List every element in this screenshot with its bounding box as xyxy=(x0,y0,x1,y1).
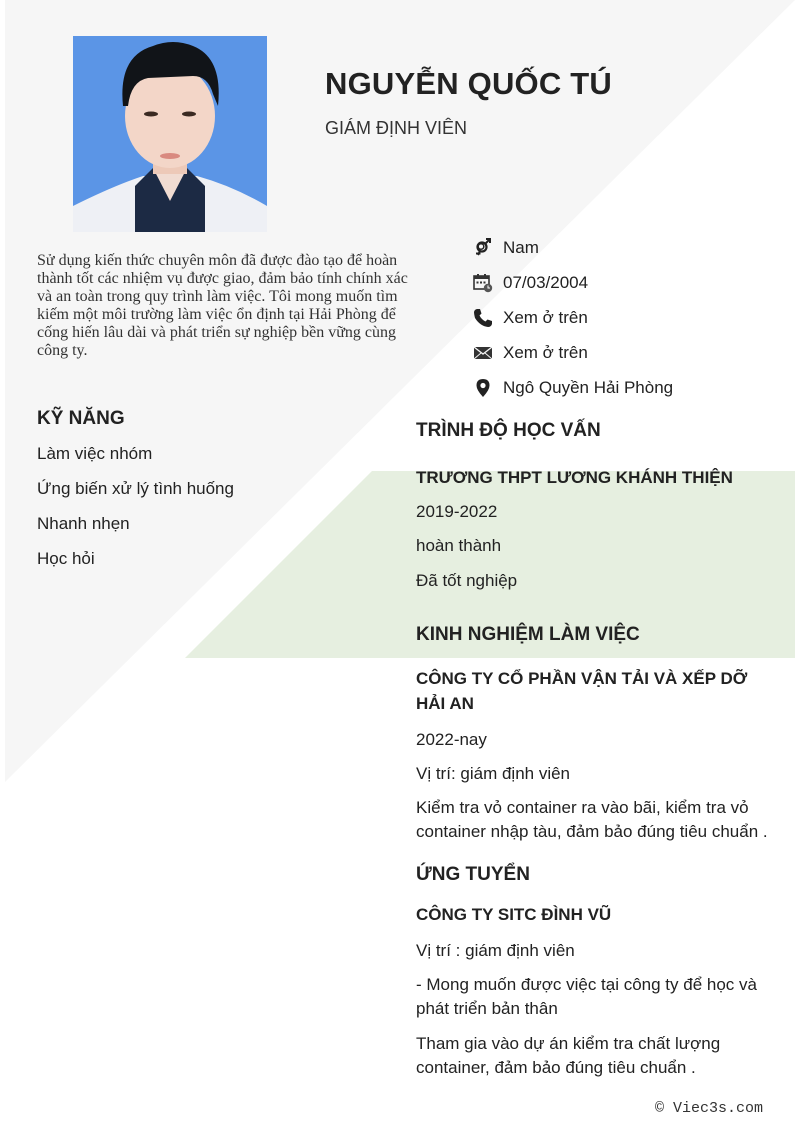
candidate-name: NGUYỄN QUỐC TÚ xyxy=(325,66,612,101)
contact-info xyxy=(472,230,772,405)
contact-gender xyxy=(472,230,772,265)
copyright-footer: © Viec3s.com xyxy=(654,1100,763,1117)
experience-company: CÔNG TY CỔ PHẦN VẬN TẢI VÀ XẾP DỠ HẢI AN xyxy=(416,669,748,713)
experience-heading: KINH NGHIỆM LÀM VIỆC xyxy=(416,624,640,645)
experience-position: Vị trí: giám định viên xyxy=(416,764,571,783)
application-goal: - Mong muốn được việc tại công ty để học và phát triển bản thân xyxy=(416,975,757,1018)
skill-item: Học hỏi xyxy=(37,549,95,568)
education-period: 2019-2022 xyxy=(416,502,498,521)
education-section xyxy=(416,420,776,442)
application-heading: ỨNG TUYỂN xyxy=(416,864,530,885)
skill-item: Nhanh nhẹn xyxy=(37,514,130,533)
experience-period: 2022-nay xyxy=(416,730,487,749)
email-value: Xem ở trên xyxy=(503,342,588,362)
gender-icon xyxy=(472,237,494,259)
gender-value: Nam xyxy=(503,237,539,257)
contact-email xyxy=(472,335,772,370)
education-note: Đã tốt nghiệp xyxy=(416,571,518,590)
address-value: Ngô Quyền Hải Phòng xyxy=(503,377,674,397)
application-company: CÔNG TY SITC ĐÌNH VŨ xyxy=(416,905,612,924)
experience-section xyxy=(416,624,776,646)
contact-phone xyxy=(472,300,772,335)
profile-photo xyxy=(73,36,267,232)
contact-birthdate xyxy=(472,265,772,300)
experience-description: Kiểm tra vỏ container ra vào bãi, kiểm tra vỏ container nhập tàu, đảm bảo đúng tiêu chuẩn . xyxy=(416,798,768,841)
phone-value: Xem ở trên xyxy=(503,307,588,327)
career-objective: Sử dụng kiến thức chuyên môn đã được đào tạo để hoàn thành tốt các nhiệm vụ được giao, đảm bảo tính chính xác và an toàn trong quy trình làm việc. Tôi mong muốn tìm kiếm một môi trường làm việc ổn định tại Hải Phòng để cống hiến lâu dài và phát triển sự nghiệp bền vững cùng công ty. xyxy=(37,252,408,359)
phone-icon xyxy=(472,307,494,329)
application-entry xyxy=(416,902,776,1080)
school-name: TRƯƠNG THPT LƯƠNG KHÁNH THIỆN xyxy=(416,468,733,487)
education-entry xyxy=(416,465,776,593)
skill-item: Ứng biến xử lý tình huống xyxy=(37,479,234,498)
application-description: Tham gia vào dự án kiểm tra chất lượng container, đảm bảo đúng tiêu chuẩn . xyxy=(416,1034,721,1077)
envelope-icon xyxy=(472,342,494,364)
job-title: GIÁM ĐỊNH VIÊN xyxy=(325,118,468,138)
birthdate-value: 07/03/2004 xyxy=(503,272,589,292)
location-pin-icon xyxy=(472,377,494,399)
calendar-icon xyxy=(472,272,494,294)
application-position: Vị trí : giám định viên xyxy=(416,941,575,960)
skills-section xyxy=(37,408,367,584)
education-status: hoàn thành xyxy=(416,536,502,555)
contact-address xyxy=(472,370,772,405)
skill-item: Làm việc nhóm xyxy=(37,444,153,463)
experience-entry xyxy=(416,666,776,844)
skills-heading: KỸ NĂNG xyxy=(37,408,125,429)
education-heading: TRÌNH ĐỘ HỌC VẤN xyxy=(416,420,601,441)
application-section xyxy=(416,864,776,886)
